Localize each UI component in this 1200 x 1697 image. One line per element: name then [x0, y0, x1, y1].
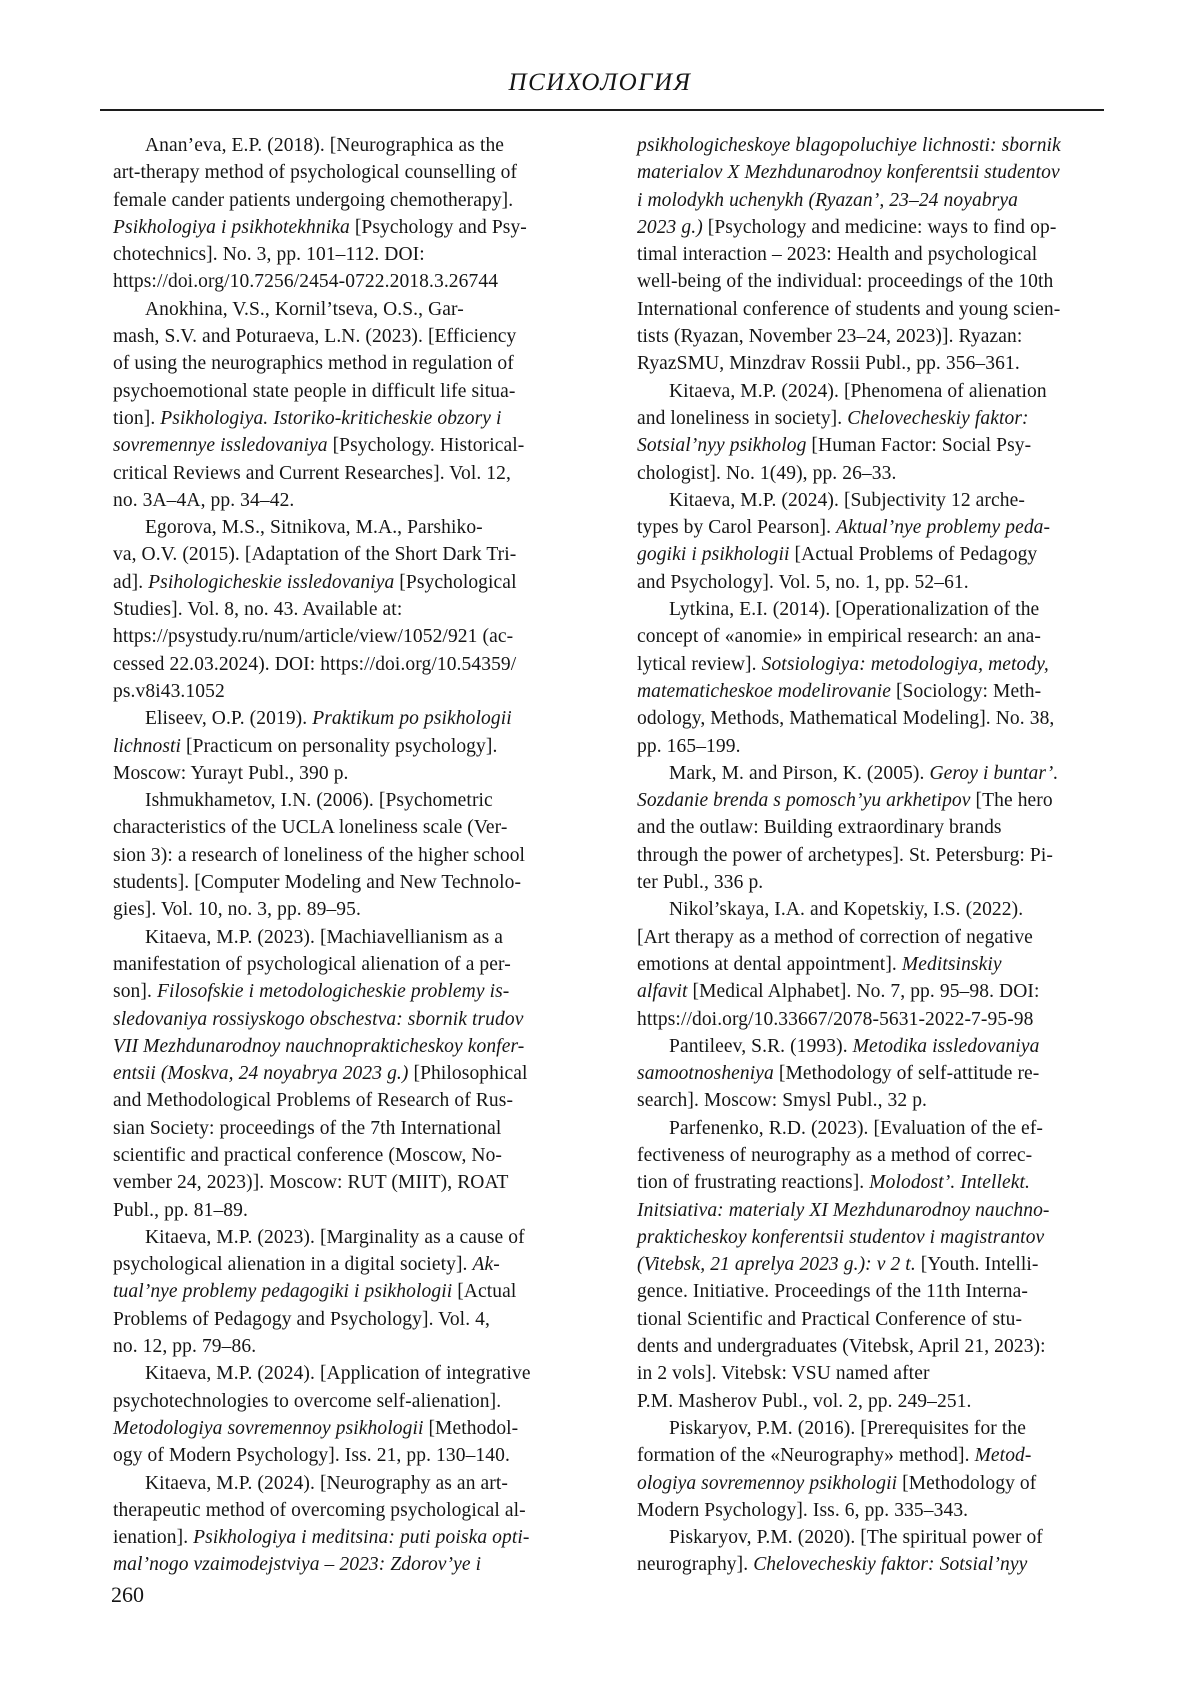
reference-text: lytical review]. — [637, 653, 762, 675]
reference-text-italic: lichnosti — [113, 735, 182, 757]
reference-line — [637, 350, 1077, 377]
reference-text: chotechnics]. No. 3, pp. 101–112. DOI: — [113, 244, 425, 266]
reference-text: https://doi.org/10.7256/2454-0722.2018.3.26744 — [113, 271, 499, 293]
reference-text: search]. Moscow: Smysl Publ., 32 p. — [637, 1090, 928, 1112]
reference-text-italic: 2023 g.) — [637, 216, 703, 238]
reference-line — [113, 541, 553, 568]
reference-line — [637, 1224, 1077, 1251]
reference-text: [The hero — [970, 790, 1053, 812]
reference-text: [Psychological — [394, 571, 517, 593]
reference-text: Anokhina, V.S., Kornil’tseva, O.S., Gar- — [145, 298, 464, 320]
section-title: ПСИХОЛОГИЯ — [508, 69, 692, 96]
reference-line — [637, 896, 1077, 923]
reference-text: Anan’eva, E.P. (2018). [Neurographica as the — [145, 135, 505, 156]
reference-text-italic: Chelovecheskiy faktor: Sotsial’nyy — [753, 1554, 1028, 1576]
reference-text-italic: Filosofskie i metodologicheskie problemy is- — [156, 981, 510, 1003]
reference-text: Eliseev, O.P. (2019). — [145, 708, 313, 730]
reference-text: Studies]. Vol. 8, no. 43. Available at: — [113, 599, 403, 621]
reference-text: Piskaryov, P.M. (2020). [The spiritual power of — [669, 1527, 1043, 1549]
reference-line — [113, 1524, 553, 1551]
reference-line — [637, 1197, 1077, 1224]
reference-line — [113, 978, 553, 1005]
reference-text: Kitaeva, M.P. (2024). [Subjectivity 12 arche- — [669, 489, 1025, 511]
reference-line — [637, 1415, 1077, 1442]
reference-line — [113, 787, 553, 814]
reference-text: concept of «anomie» in empirical research: an ana- — [637, 626, 1042, 648]
reference-line — [113, 241, 553, 268]
reference-text: Kitaeva, M.P. (2023). [Marginality as a cause of — [145, 1226, 525, 1248]
reference-text-italic: Geroy i buntar’. — [929, 762, 1059, 784]
reference-text-italic: entsii (Moskva, 24 noyabrya 2023 g.) — [113, 1063, 409, 1085]
reference-line — [113, 951, 553, 978]
reference-text: RyazSMU, Minzdrav Rossii Publ., pp. 356–361. — [637, 353, 1020, 375]
reference-line — [113, 814, 553, 841]
reference-text: [Psychology and Psy- — [349, 216, 527, 238]
reference-line — [637, 978, 1077, 1005]
reference-line — [113, 569, 553, 596]
reference-text: ps.v8i43.1052 — [113, 680, 225, 702]
reference-line — [637, 1251, 1077, 1278]
reference-text: psychotechnologies to overcome self-alienation]. — [113, 1390, 502, 1412]
reference-line — [113, 1142, 553, 1169]
reference-line — [637, 623, 1077, 650]
reference-text: International conference of students and young scien- — [637, 298, 1061, 320]
reference-text: Mark, M. and Pirson, K. (2005). — [669, 762, 930, 784]
reference-text: odology, Methods, Mathematical Modeling]. No. 38, — [637, 708, 1055, 730]
reference-line — [637, 1524, 1077, 1551]
reference-line — [637, 678, 1077, 705]
reference-line — [113, 1470, 553, 1497]
reference-text: [Psychology and medicine: ways to find op- — [702, 216, 1057, 238]
reference-line — [113, 1224, 553, 1251]
reference-text: no. 12, pp. 79–86. — [113, 1336, 257, 1358]
reference-line — [113, 1278, 553, 1305]
reference-text: Piskaryov, P.M. (2016). [Prerequisites for the — [669, 1417, 1026, 1439]
reference-text: cessed 22.03.2024). DOI: https://doi.org/10.54359/ — [113, 653, 517, 675]
reference-text-italic: prakticheskoy konferentsii studentov i magistrantov — [637, 1226, 1045, 1248]
reference-text-italic: Molodost’. Intellekt. — [869, 1172, 1031, 1194]
reference-text: tional Scientific and Practical Conference of stu- — [637, 1308, 1023, 1330]
reference-text: Egorova, M.S., Sitnikova, M.A., Parshiko- — [145, 517, 483, 539]
reference-text-italic: sovremennye issledovaniya — [113, 435, 328, 457]
reference-text: Pantileev, S.R. (1993). — [669, 1035, 853, 1057]
reference-text-italic: Psikhologiya i psikhotekhnika — [113, 216, 350, 238]
reference-text: no. 3A–4A, pp. 34–42. — [113, 489, 295, 511]
reference-text: and loneliness in society]. — [637, 407, 848, 429]
reference-line — [113, 1388, 553, 1415]
reference-text: timal interaction – 2023: Health and psychological — [637, 244, 1038, 266]
reference-line — [113, 487, 553, 514]
reference-text: chologist]. No. 1(49), pp. 26–33. — [637, 462, 897, 484]
reference-line — [113, 1497, 553, 1524]
reference-text-italic: samootnosheniya — [637, 1063, 774, 1085]
reference-text: manifestation of psychological alienation of a per- — [113, 953, 511, 975]
reference-line — [113, 1006, 553, 1033]
reference-line — [637, 1169, 1077, 1196]
reference-text: female cander patients undergoing chemotherapy]. — [113, 189, 514, 211]
running-head — [0, 69, 1200, 97]
reference-line — [637, 1360, 1077, 1387]
reference-line — [113, 268, 553, 295]
reference-text: [Sociology: Meth- — [890, 680, 1042, 702]
reference-line — [113, 869, 553, 896]
reference-line — [637, 1388, 1077, 1415]
reference-line — [637, 1306, 1077, 1333]
reference-line — [637, 869, 1077, 896]
reference-text: of using the neurographics method in regulation of — [113, 353, 514, 375]
reference-text: P.M. Masherov Publ., vol. 2, pp. 249–251. — [637, 1390, 972, 1412]
reference-text-italic: materialov X Mezhdunarodnoy konferentsii studentov — [637, 162, 1060, 184]
reference-text-italic: Initsiativa: materialy XI Mezhdunarodnoy nauchno- — [637, 1199, 1050, 1221]
reference-text-italic: psikhologicheskoye blagopoluchiye lichnosti: sbornik — [637, 135, 1061, 156]
references-columns — [113, 132, 1077, 1579]
reference-text: [Art therapy as a method of correction of negative — [637, 926, 1033, 948]
reference-text: students]. [Computer Modeling and New Technolo- — [113, 872, 522, 894]
reference-text: Publ., pp. 81–89. — [113, 1199, 248, 1221]
reference-line — [637, 651, 1077, 678]
reference-text: [Practicum on personality psychology]. — [181, 735, 498, 757]
reference-text-italic: alfavit — [637, 981, 688, 1003]
reference-text-italic: Meditsinskiy — [901, 953, 1002, 975]
reference-line — [637, 1115, 1077, 1142]
reference-line — [637, 1333, 1077, 1360]
reference-text-italic: Psikhologiya i meditsina: puti poiska opti- — [193, 1527, 530, 1549]
reference-line — [113, 705, 553, 732]
reference-text: psychological alienation in a digital society]. — [113, 1254, 473, 1276]
reference-text: sian Society: proceedings of the 7th International — [113, 1117, 502, 1139]
reference-text: emotions at dental appointment]. — [637, 953, 902, 975]
reference-line — [637, 541, 1077, 568]
reference-text: Kitaeva, M.P. (2024). [Phenomena of alienation — [669, 380, 1047, 402]
reference-line — [113, 1551, 553, 1578]
reference-line — [113, 1115, 553, 1142]
reference-text: scientific and practical conference (Moscow, No- — [113, 1144, 503, 1166]
reference-text: https://psystudy.ru/num/article/view/1052/921 (ac- — [113, 626, 514, 648]
reference-text-italic: VII Mezhdunarodnoy nauchnoprakticheskoy konfer- — [113, 1035, 525, 1057]
reference-line — [113, 214, 553, 241]
reference-text: art-therapy method of psychological counselling of — [113, 162, 518, 184]
reference-line — [113, 296, 553, 323]
reference-line — [113, 651, 553, 678]
reference-line — [637, 842, 1077, 869]
references-column-left — [113, 132, 553, 1579]
reference-text: gies]. Vol. 10, no. 3, pp. 89–95. — [113, 899, 361, 921]
reference-text-italic: Metodologiya sovremennoy psikhologii — [113, 1417, 424, 1439]
reference-line — [637, 1497, 1077, 1524]
reference-line — [113, 1169, 553, 1196]
reference-line — [113, 159, 553, 186]
reference-line — [637, 951, 1077, 978]
reference-text: mash, S.V. and Poturaeva, L.N. (2023). [Efficiency — [113, 326, 517, 348]
reference-text: [Methodology of self-attitude re- — [773, 1063, 1040, 1085]
reference-text: tion]. — [113, 407, 161, 429]
reference-line — [113, 1442, 553, 1469]
reference-line — [113, 1033, 553, 1060]
reference-text: Kitaeva, M.P. (2024). [Neurography as an art- — [145, 1472, 508, 1494]
header-rule — [100, 109, 1104, 111]
reference-line — [637, 1087, 1077, 1114]
reference-line — [637, 487, 1077, 514]
reference-line — [637, 460, 1077, 487]
reference-text: sion 3): a research of loneliness of the higher school — [113, 844, 526, 866]
reference-text: ogy of Modern Psychology]. Iss. 21, pp. 130–140. — [113, 1445, 510, 1467]
reference-text-italic: gogiki i psikhologii — [637, 544, 790, 566]
reference-text-italic: Psihologicheskie issledovaniya — [148, 571, 395, 593]
reference-text: https://doi.org/10.33667/2078-5631-2022-7-95-98 — [637, 1008, 1034, 1030]
reference-line — [637, 733, 1077, 760]
reference-text: therapeutic method of overcoming psychological al- — [113, 1499, 526, 1521]
reference-line — [113, 733, 553, 760]
reference-line — [113, 323, 553, 350]
reference-text: [Youth. Intelli- — [915, 1254, 1039, 1276]
reference-text: [Actual — [452, 1281, 517, 1303]
reference-line — [113, 1087, 553, 1114]
reference-line — [637, 1142, 1077, 1169]
reference-text-italic: Psikhologiya. Istoriko-kriticheskie obzory i — [160, 407, 502, 429]
reference-text-italic: Sotsiologiya: metodologiya, metody, — [761, 653, 1049, 675]
reference-line — [637, 323, 1077, 350]
reference-line — [637, 1060, 1077, 1087]
reference-line — [637, 1278, 1077, 1305]
reference-text: Lytkina, E.I. (2014). [Operationalization of the — [669, 599, 1040, 621]
reference-line — [637, 1006, 1077, 1033]
reference-line — [113, 596, 553, 623]
reference-text: well-being of the individual: proceedings of the 10th — [637, 271, 1054, 293]
reference-text: fectiveness of neurography as a method of correc- — [637, 1144, 1033, 1166]
reference-text-italic: tual’nye problemy pedagogiki i psikhologii — [113, 1281, 453, 1303]
reference-line — [113, 378, 553, 405]
reference-line — [637, 1033, 1077, 1060]
reference-text: psychoemotional state people in difficult life situa- — [113, 380, 516, 402]
reference-line — [113, 460, 553, 487]
reference-text: characteristics of the UCLA loneliness scale (Ver- — [113, 817, 508, 839]
reference-line — [637, 241, 1077, 268]
reference-text: Modern Psychology]. Iss. 6, pp. 335–343. — [637, 1499, 969, 1521]
reference-text: tists (Ryazan, November 23–24, 2023)]. Ryazan: — [637, 326, 1023, 348]
reference-line — [113, 514, 553, 541]
reference-line — [637, 514, 1077, 541]
reference-line — [637, 1551, 1077, 1578]
reference-text: Ishmukhametov, I.N. (2006). [Psychometric — [145, 790, 493, 812]
reference-text: Problems of Pedagogy and Psychology]. Vol. 4, — [113, 1308, 490, 1330]
reference-line — [113, 924, 553, 951]
reference-line — [637, 214, 1077, 241]
reference-text: [Philosophical — [408, 1063, 528, 1085]
reference-text: types by Carol Pearson]. — [637, 517, 837, 539]
reference-line — [113, 187, 553, 214]
reference-text: and Methodological Problems of Research of Rus- — [113, 1090, 514, 1112]
reference-line — [637, 432, 1077, 459]
reference-line — [113, 842, 553, 869]
reference-text: [Psychology. Historical- — [327, 435, 525, 457]
reference-text: [Human Factor: Social Psy- — [806, 435, 1032, 457]
reference-text: Nikol’skaya, I.A. and Kopetskiy, I.S. (2022). — [669, 899, 1024, 921]
reference-line — [113, 1333, 553, 1360]
reference-text: Moscow: Yurayt Publ., 390 p. — [113, 762, 349, 784]
reference-text: ad]. — [113, 571, 149, 593]
reference-line — [637, 378, 1077, 405]
references-column-right — [637, 132, 1077, 1579]
reference-text-italic: Praktikum po psikhologii — [312, 708, 512, 730]
reference-line — [637, 705, 1077, 732]
reference-line — [637, 1470, 1077, 1497]
reference-line — [637, 924, 1077, 951]
reference-line — [637, 760, 1077, 787]
reference-text: pp. 165–199. — [637, 735, 741, 757]
reference-line — [113, 350, 553, 377]
reference-text: [Medical Alphabet]. No. 7, pp. 95–98. DOI: — [687, 981, 1040, 1003]
reference-text: dents and undergraduates (Vitebsk, April 21, 2023): — [637, 1336, 1046, 1358]
reference-line — [637, 296, 1077, 323]
reference-text-italic: Ak- — [472, 1254, 500, 1276]
reference-text: formation of the «Neurography» method]. — [637, 1445, 975, 1467]
reference-text: in 2 vols]. Vitebsk: VSU named after — [637, 1363, 930, 1385]
reference-text-italic: mal’nogo vzaimodejstviya – 2023: Zdorov’ye i — [113, 1554, 482, 1576]
reference-line — [113, 1197, 553, 1224]
page-number: 260 — [111, 1582, 144, 1607]
reference-text: tion of frustrating reactions]. — [637, 1172, 870, 1194]
reference-line — [113, 432, 553, 459]
reference-text: neurography]. — [637, 1554, 754, 1576]
reference-text: [Actual Problems of Pedagogy — [789, 544, 1038, 566]
reference-line — [637, 596, 1077, 623]
reference-text-italic: Sotsial’nyy psikholog — [637, 435, 807, 457]
reference-line — [637, 569, 1077, 596]
reference-text: ienation]. — [113, 1527, 194, 1549]
reference-line — [637, 132, 1077, 159]
reference-line — [113, 1251, 553, 1278]
reference-text: va, O.V. (2015). [Adaptation of the Short Dark Tri- — [113, 544, 517, 566]
reference-text: vember 24, 2023)]. Moscow: RUT (MIIT), ROAT — [113, 1172, 509, 1194]
reference-line — [113, 405, 553, 432]
reference-line — [637, 1442, 1077, 1469]
reference-text: critical Reviews and Current Researches]. Vol. 12, — [113, 462, 511, 484]
reference-text-italic: Sozdanie brenda s pomosch’yu arkhetipov — [637, 790, 971, 812]
reference-text: [Methodology of — [897, 1472, 1037, 1494]
reference-text: Kitaeva, M.P. (2024). [Application of integrative — [145, 1363, 531, 1385]
reference-text-italic: sledovaniya rossiyskogo obschestva: sbornik trudov — [113, 1008, 524, 1030]
reference-line — [113, 760, 553, 787]
reference-text-italic: Metod- — [974, 1445, 1032, 1467]
reference-line — [113, 678, 553, 705]
reference-text: ter Publ., 336 p. — [637, 872, 764, 894]
reference-text-italic: (Vitebsk, 21 aprelya 2023 g.): v 2 t. — [637, 1254, 916, 1276]
reference-line — [113, 1060, 553, 1087]
reference-line — [637, 268, 1077, 295]
reference-text: Parfenenko, R.D. (2023). [Evaluation of the ef- — [669, 1117, 1043, 1139]
reference-text: and Psychology]. Vol. 5, no. 1, pp. 52–61. — [637, 571, 969, 593]
reference-text: [Methodol- — [423, 1417, 519, 1439]
reference-text-italic: i molodykh uchenykh (Ryazan’, 23–24 noyabrya — [637, 189, 1018, 211]
reference-line — [113, 1415, 553, 1442]
reference-line — [637, 787, 1077, 814]
reference-text-italic: Aktual’nye problemy peda- — [836, 517, 1051, 539]
reference-text-italic: matematicheskoe modelirovanie — [637, 680, 891, 702]
reference-line — [637, 187, 1077, 214]
reference-line — [637, 405, 1077, 432]
reference-line — [637, 814, 1077, 841]
reference-line — [637, 159, 1077, 186]
reference-text: son]. — [113, 981, 157, 1003]
reference-text: through the power of archetypes]. St. Petersburg: Pi- — [637, 844, 1053, 866]
reference-text: and the outlaw: Building extraordinary brands — [637, 817, 1002, 839]
reference-text-italic: Metodika issledovaniya — [852, 1035, 1040, 1057]
reference-text-italic: ologiya sovremennoy psikhologii — [637, 1472, 898, 1494]
reference-text-italic: Chelovecheskiy faktor: — [847, 407, 1029, 429]
reference-line — [113, 132, 553, 159]
reference-text: Kitaeva, M.P. (2023). [Machiavellianism as a — [145, 926, 504, 948]
reference-text: gence. Initiative. Proceedings of the 11th Interna- — [637, 1281, 1028, 1303]
reference-line — [113, 896, 553, 923]
reference-line — [113, 1360, 553, 1387]
reference-line — [113, 1306, 553, 1333]
reference-line — [113, 623, 553, 650]
